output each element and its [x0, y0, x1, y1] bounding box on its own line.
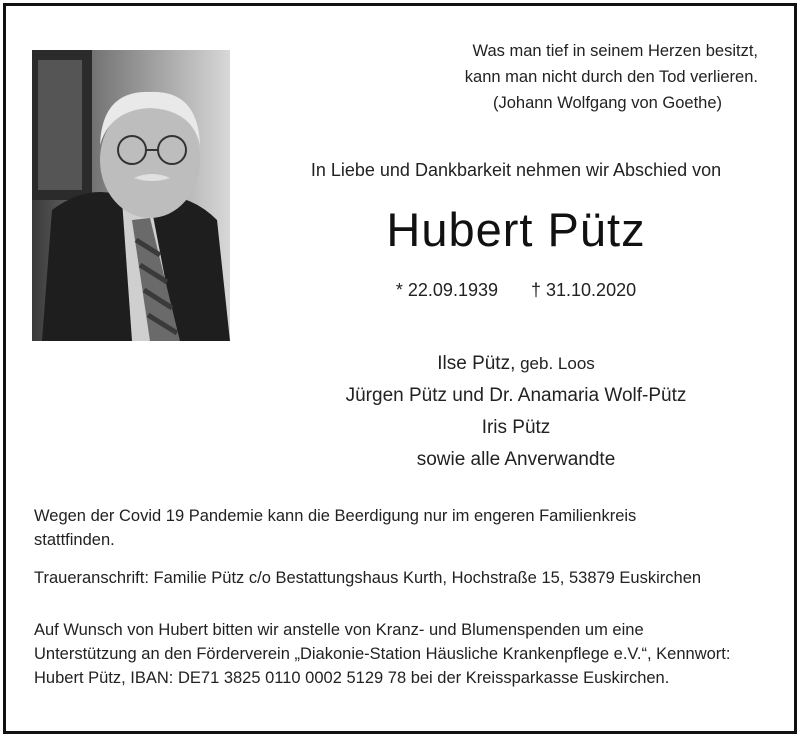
mourning-address: Traueranschrift: Familie Pütz c/o Bestattungshaus Kurth, Hochstraße 15, 53879 Euskirchen	[34, 569, 702, 587]
farewell-intro: In Liebe und Dankbarkeit nehmen wir Abschied von	[310, 160, 722, 180]
quote-line-2: kann man nicht durch den Tod verlieren.	[464, 68, 758, 86]
life-dates	[250, 280, 782, 301]
mourners-list	[250, 348, 782, 476]
quote-author: (Johann Wolfgang von Goethe)	[492, 94, 722, 112]
death-date: † 31.10.2020	[531, 280, 637, 300]
portrait-photo	[32, 50, 230, 341]
goethe-quote	[338, 38, 758, 116]
mourner-name: Ilse Pütz,	[437, 353, 516, 374]
donation-request: Auf Wunsch von Hubert bitten wir anstelle von Kranz- und Blumenspenden um eine Unterstützung an den Förderverein „Diakonie-Station Häusliche Krankenpflege e.V.“, Kennwort: Hubert Pütz, IBAN: DE71 3825 0110 0002 5129 78 bei der Kreissparkasse Euskirchen.	[34, 621, 731, 687]
mourner-line: Jürgen Pütz und Dr. Anamaria Wolf-Pütz	[345, 385, 687, 406]
quote-line-1: Was man tief in seinem Herzen besitzt,	[472, 42, 758, 60]
covid-notice: Wegen der Covid 19 Pandemie kann die Beerdigung nur im engeren Familienkreis stattfinden.	[34, 507, 637, 549]
mourner-maiden-name: geb. Loos	[515, 354, 595, 373]
mourner-line: sowie alle Anverwandte	[416, 449, 616, 470]
mourner-line	[250, 348, 782, 380]
birth-date: * 22.09.1939	[395, 280, 498, 300]
deceased-name: Hubert Pütz	[386, 203, 646, 256]
mourner-line: Iris Pütz	[481, 417, 551, 438]
